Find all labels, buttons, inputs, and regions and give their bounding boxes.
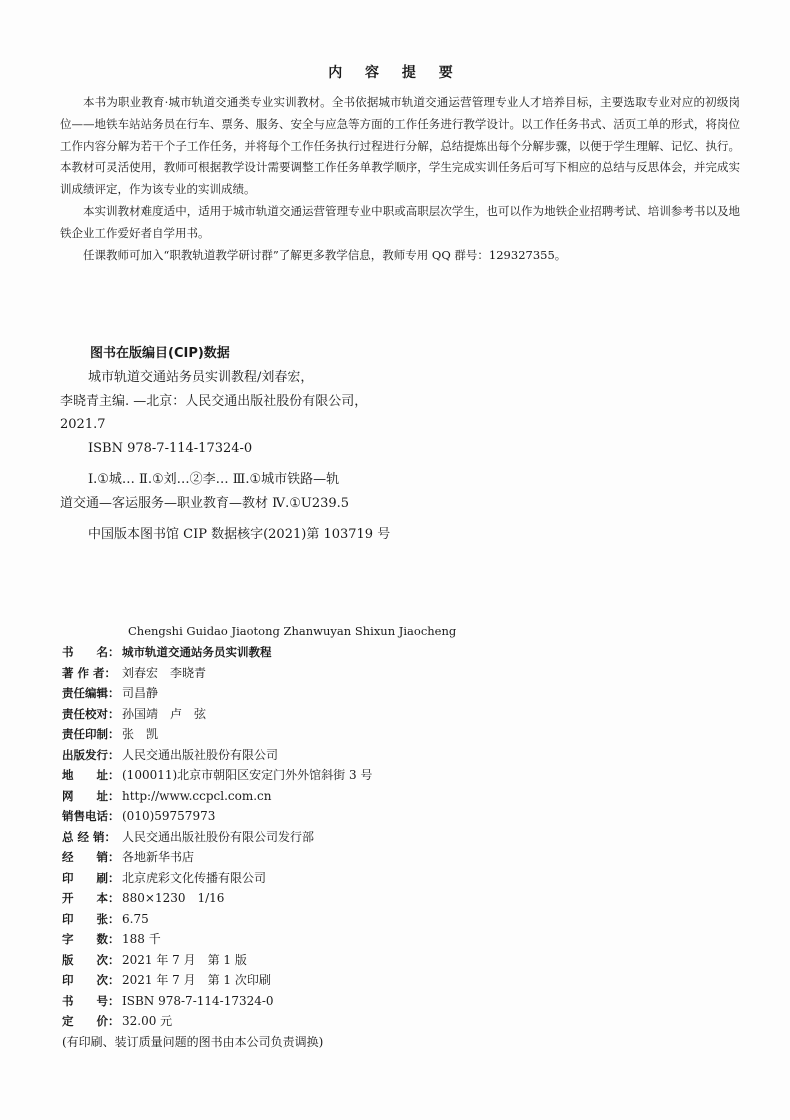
detail-value: 6.75 <box>122 911 149 926</box>
detail-row-printer <box>62 868 562 889</box>
summary-title: 内 容 提 要 <box>328 65 462 81</box>
detail-label: 销售电话： <box>62 809 120 823</box>
detail-label: 印 张： <box>62 911 120 926</box>
detail-row-format <box>62 888 562 909</box>
detail-row-edition <box>62 950 562 971</box>
detail-row-title <box>62 642 562 663</box>
cip-heading: 图书在版编目(CIP)数据 <box>90 346 230 361</box>
detail-label: 书 名： <box>62 645 120 659</box>
detail-value: 刘春宏 李晓青 <box>122 665 207 680</box>
detail-row-publisher <box>62 745 562 766</box>
detail-label: 地 址： <box>62 768 120 782</box>
detail-row-impression <box>62 970 562 991</box>
detail-value: 张 凯 <box>122 727 159 741</box>
detail-value: 各地新华书店 <box>122 850 195 864</box>
detail-value: 32.00 元 <box>122 1014 173 1028</box>
detail-label: 责任编辑： <box>62 686 120 700</box>
detail-row-website <box>62 786 562 807</box>
cip-record <box>60 366 480 547</box>
cip-check-number: 中国版本图书馆 CIP 数据核字(2021)第 103719 号 <box>88 527 391 542</box>
detail-row-isbn <box>62 991 562 1012</box>
detail-label: 版 次： <box>62 952 120 967</box>
detail-value: http://www.ccpcl.com.cn <box>122 788 272 803</box>
detail-row-editor <box>62 683 562 704</box>
detail-label: 著 作 者： <box>62 665 117 680</box>
copyright-details <box>62 642 562 1052</box>
detail-label: 书 号： <box>62 993 120 1008</box>
summary-paragraph: 本实训教材难度适中，适用于城市轨道交通运营管理专业中职或高职层次学生，也可以作为地铁企业招聘考试、培训参考书以及地铁企业工作爱好者自学用书。 <box>60 203 740 240</box>
detail-label: 责任印制： <box>62 727 120 741</box>
detail-row-sheets <box>62 909 562 930</box>
detail-value: (010)59757973 <box>122 809 216 823</box>
quality-note: (有印刷、装订质量问题的图书由本公司负责调换) <box>62 1034 324 1049</box>
detail-value: 北京虎彩文化传播有限公司 <box>122 870 267 885</box>
detail-value: ISBN 978-7-114-17324-0 <box>122 993 274 1008</box>
detail-label: 印 刷： <box>62 870 120 885</box>
cip-date-line: 2021.7 <box>60 417 106 432</box>
detail-row-price <box>62 1011 562 1032</box>
detail-row-phone <box>62 806 562 827</box>
detail-label: 责任校对： <box>62 706 120 721</box>
detail-value: 2021 年 7 月 第 1 次印刷 <box>122 973 271 987</box>
detail-label: 出版发行： <box>62 747 120 762</box>
detail-value: 城市轨道交通站务员实训教程 <box>122 645 272 659</box>
cip-classification: Ⅰ.①城… Ⅱ.①刘…②李… Ⅲ.①城市铁路—轨 <box>88 472 340 487</box>
detail-row-distributor <box>62 827 562 848</box>
detail-value: 2021 年 7 月 第 1 版 <box>122 952 247 967</box>
cip-isbn: ISBN 978-7-114-17324-0 <box>88 440 253 456</box>
cip-title-line: 城市轨道交通站务员实训教程/刘春宏， <box>88 370 314 385</box>
detail-value: 司昌静 <box>122 686 159 700</box>
summary-paragraph: 本书为职业教育·城市轨道交通类专业实训教材。全书依据城市轨道交通运营管理专业人才培养目标，主要选取专业对应的初级岗位——地铁车站站务员在行车、票务、服务、安全与应急等方面的工作任务进行教学设计。以工作任务书式、活页工单的形式，将岗位工作内容分解为若干个子工作任务，并将每个工作任务执行过程进行分解，总结提炼出每个分解步骤，以便于学生理解、记忆、执行。本教材可灵活使用，教师可根据教学设计需要调整工作任务单教学顺序，学生完成实训任务后可写下相应的总结与反思体会，并完成实训成绩评定，作为该专业的实训成绩。 <box>60 95 740 197</box>
detail-row-proofreader <box>62 704 562 725</box>
detail-label: 定 价： <box>62 1014 120 1028</box>
cip-classification-cont: 道交通—客运服务—职业教育—教材 Ⅳ.①U239.5 <box>60 495 350 511</box>
detail-label: 印 次： <box>62 973 120 987</box>
detail-row-wordcount <box>62 929 562 950</box>
detail-value: 人民交通出版社股份有限公司发行部 <box>122 829 315 844</box>
detail-value: (100011)北京市朝阳区安定门外外馆斜街 3 号 <box>122 768 373 782</box>
detail-row-address <box>62 765 562 786</box>
detail-value: 880×1230 1/16 <box>122 891 225 905</box>
summary-paragraph: 任课教师可加入“职教轨道教学研讨群”了解更多教学信息，教师专用 QQ 群号：129327355。 <box>83 247 567 262</box>
detail-label: 网 址： <box>62 788 120 803</box>
detail-row-printing-supervisor <box>62 724 562 745</box>
detail-label: 字 数： <box>62 932 120 946</box>
cip-publisher-line: 李晓青主编. —北京：人民交通出版社股份有限公司， <box>60 393 368 409</box>
pinyin-title: Chengshi Guidao Jiaotong Zhanwuyan Shixun Jiaocheng <box>128 624 457 638</box>
detail-value: 人民交通出版社股份有限公司 <box>122 747 279 762</box>
detail-label: 经 销： <box>62 850 120 864</box>
detail-label: 开 本： <box>62 891 120 905</box>
detail-value: 孙国靖 卢 弦 <box>122 706 207 721</box>
detail-row-authors <box>62 663 562 684</box>
detail-value: 188 千 <box>122 932 161 946</box>
detail-row-seller <box>62 847 562 868</box>
detail-label: 总 经 销： <box>62 829 117 844</box>
summary-section <box>60 92 740 266</box>
